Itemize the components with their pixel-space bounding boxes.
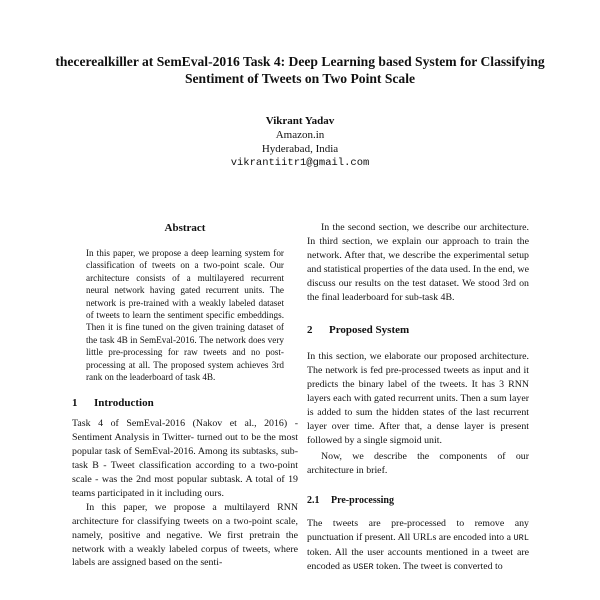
paper-title: thecerealkiller at SemEval-2016 Task 4: Deep Learning based System for Classifying Sentiment of Tweets on Two Point Scale (55, 54, 545, 86)
author-name: Vikrant Yadav (265, 115, 335, 127)
author-email: vikrantiitr1@gmail.com (230, 157, 370, 169)
preprocessing-title: Pre-processing (331, 494, 394, 506)
preprocessing-text-b: token. All the user accounts mentioned in a tweet are encoded as (307, 547, 529, 573)
section-overview-paragraph: In the second section, we describe our architecture. In third section, we explain our approach to train the network. After that, we describe the experimental setup and statistical properties of the data used. In the end, we discuss our results on the test dataset. We stood 3rd on the final leaderboard for sub-task 4B. (307, 222, 529, 303)
introduction-paragraph-1: Task 4 of SemEval-2016 (Nakov et al., 2016) - Sentiment Analysis in Twitter- turned out to be the most popular task of SemEval-2016. Among its subtasks, sub-task B - Tweet classification according to a two-point scale - was the 2nd most popular subtask. A total of 19 teams participated in it including ours. (72, 418, 298, 499)
introduction-title: Introduction (94, 397, 154, 410)
user-token: USER (353, 562, 374, 573)
preprocessing-text-c: token. The tweet is converted to (373, 561, 503, 573)
proposed-system-paragraph-1: In this section, we elaborate our proposed architecture. The network is fed pre-processed tweets as input and it predicts the binary label of the tweets. It has 3 RNN layers each with gated recurrent units. Then a sum layer is added to sum the hidden states of the last recurrent layer over time. After that, a dense layer is present followed by a single sigmoid unit. (307, 351, 529, 446)
right-column (307, 221, 529, 575)
left-column (72, 221, 298, 570)
proposed-system-number: 2 (307, 324, 313, 337)
url-token: URL (513, 533, 529, 544)
introduction-heading (72, 397, 298, 411)
abstract-text: In this paper, we propose a deep learning system for classification of tweets on a two-point scale. Our architecture consists of a multilayered recurrent neural network having gated recurrent units. The network is pre-trained with a weakly labeled dataset of tweets to learn the sentiment specific embeddings. Then it is fine tuned on the given training dataset of the task 4B in SemEval-2016. The network does very little pre-processing for raw tweets and no post-processing at all. The proposed system achieves 3rd rank on the leaderboard of task 4B. (86, 248, 284, 383)
introduction-number: 1 (72, 397, 78, 410)
proposed-system-paragraph-2: Now, we describe the components of our architecture in brief. (307, 450, 529, 476)
preprocessing-paragraph (307, 517, 529, 575)
preprocessing-text-a: The tweets are pre-processed to remove any punctuation if present. All URLs are encoded into a (307, 518, 529, 544)
introduction-paragraph-2: In this paper, we propose a multilayerd RNN architecture for classifying tweets on a two-point scale, namely, positive and negative. We first pretrain the network with a weakly labeled corpus of tweets, where labels are assigned based on the senti- (72, 501, 298, 569)
proposed-system-title: Proposed System (329, 324, 410, 337)
preprocessing-heading (307, 494, 529, 508)
author-affiliation: Amazon.in (275, 129, 325, 141)
author-block (40, 114, 560, 170)
preprocessing-number: 2.1 (307, 494, 320, 506)
author-location: Hyderabad, India (261, 143, 339, 155)
abstract-heading: Abstract (164, 222, 206, 234)
proposed-system-heading (307, 324, 529, 338)
